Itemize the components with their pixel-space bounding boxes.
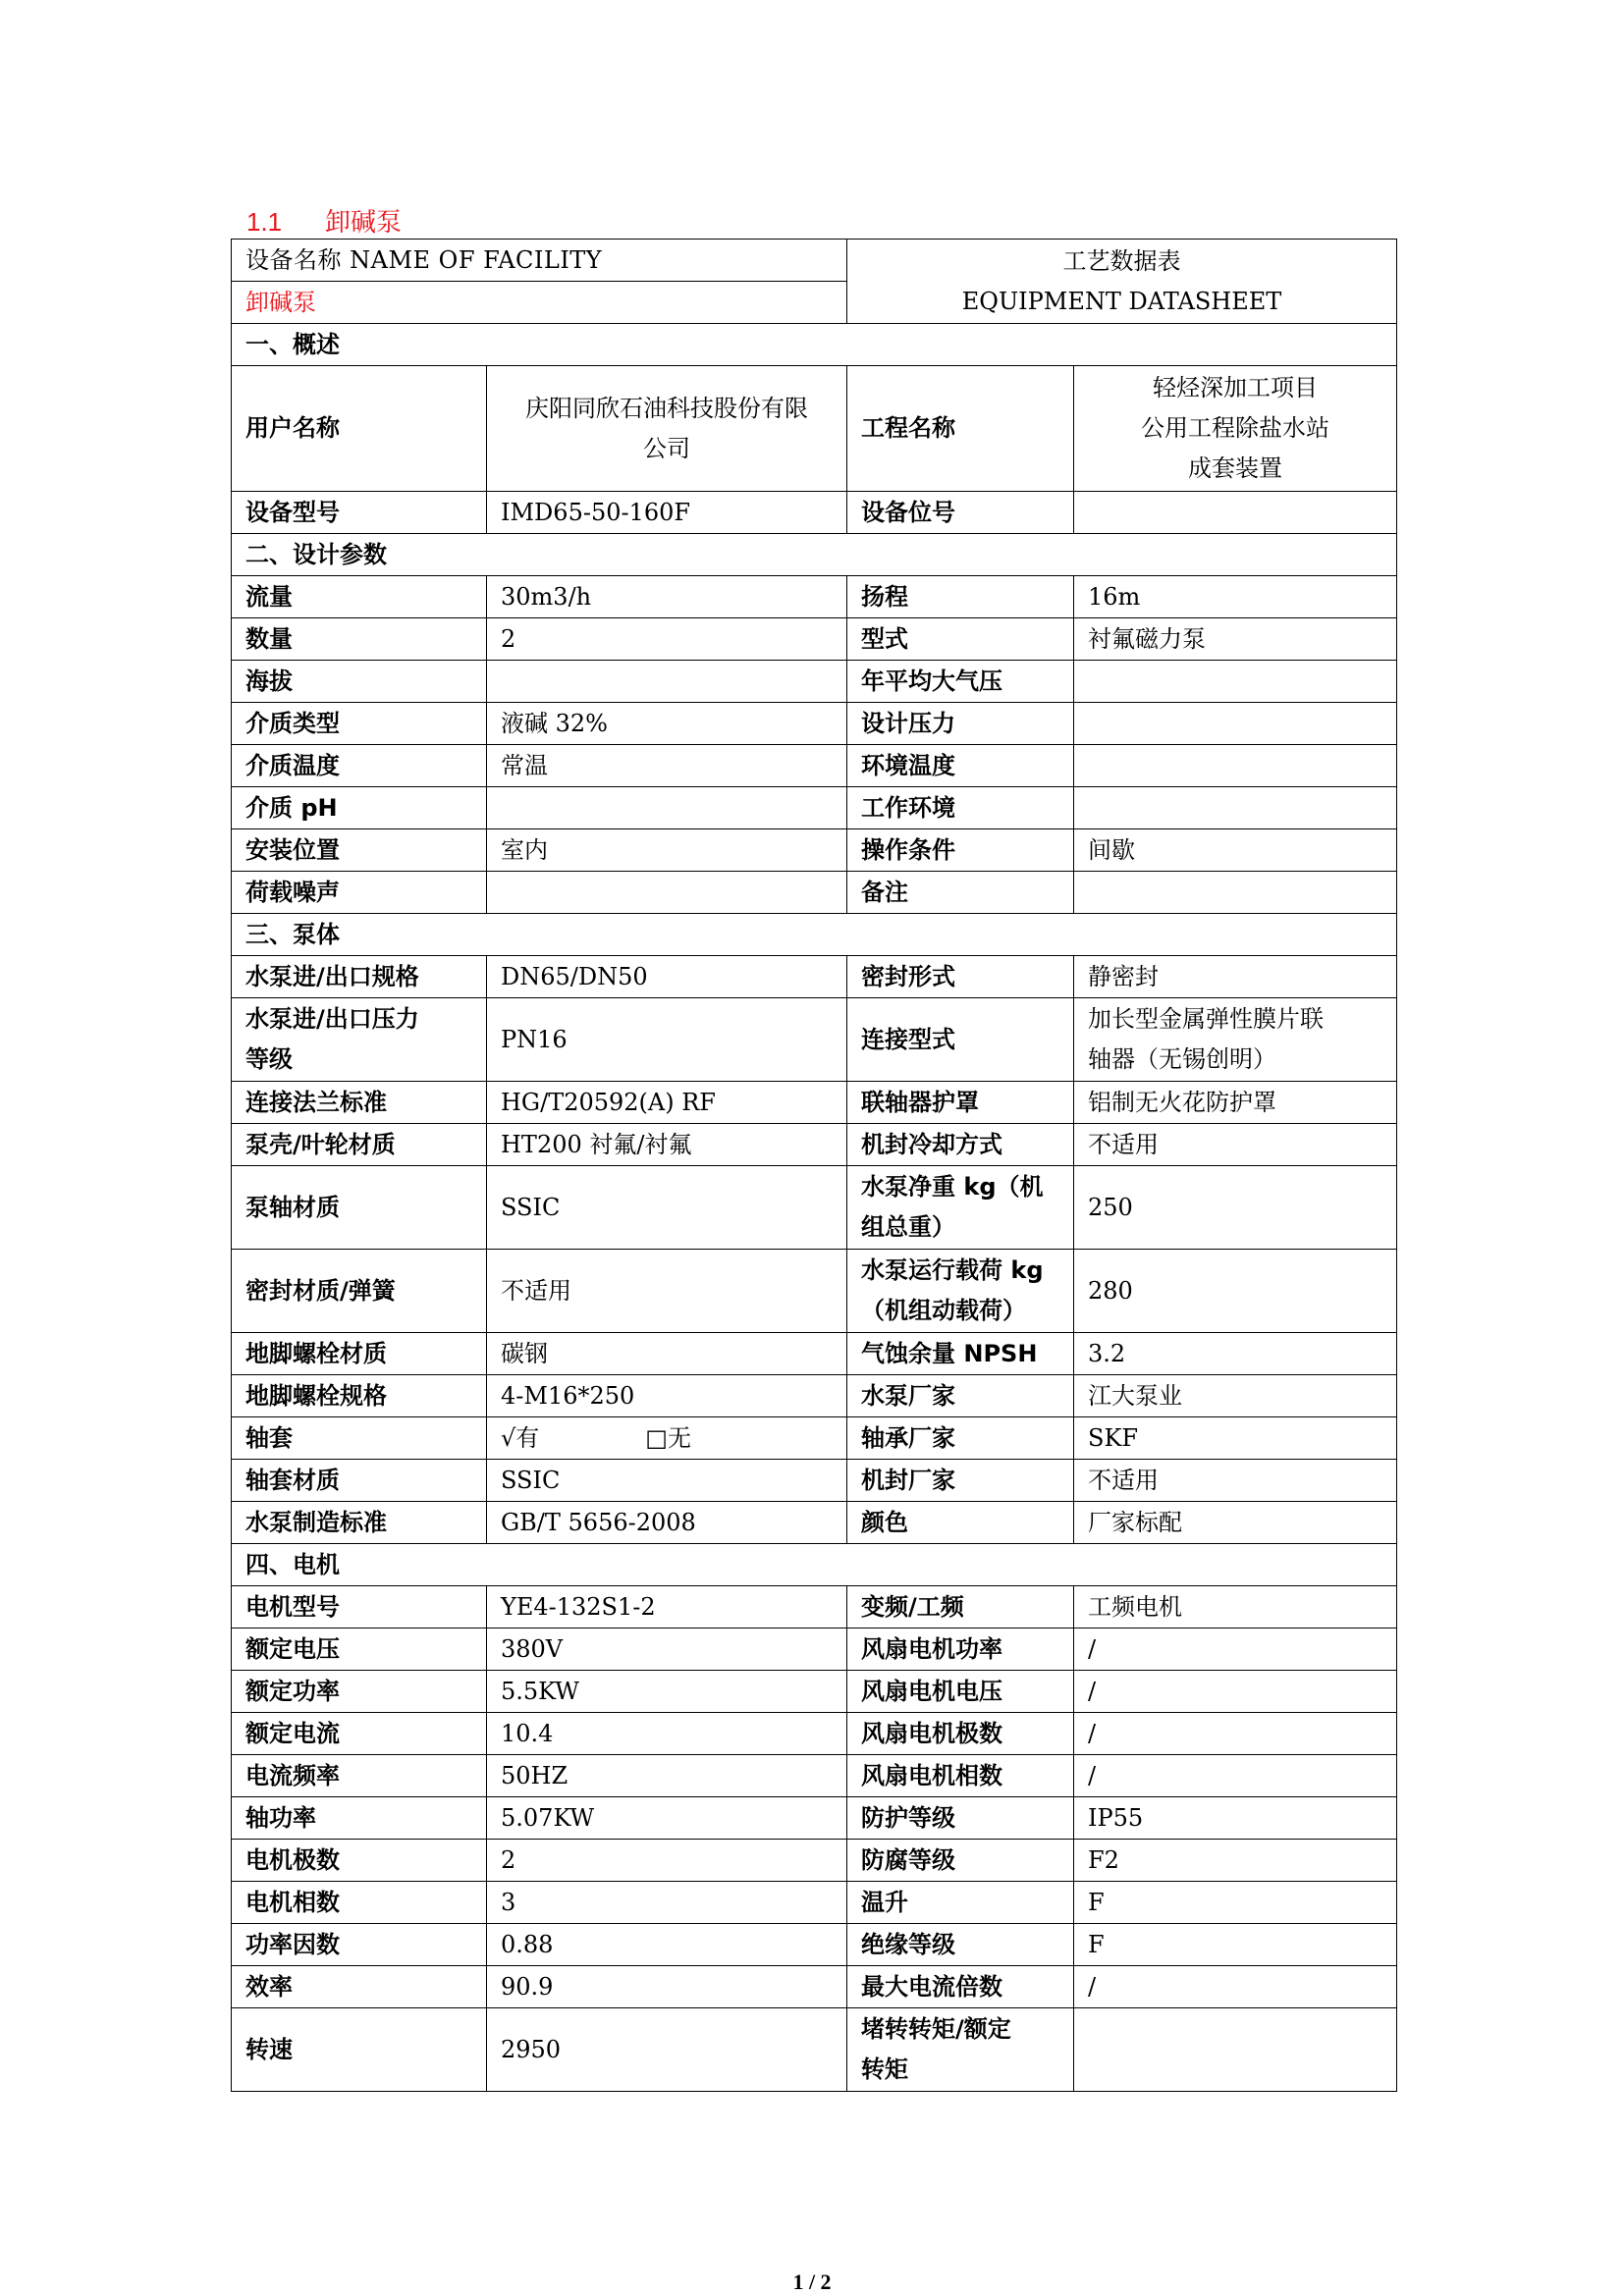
table-row: [232, 1502, 1397, 1544]
motor-label: 变频/工频: [847, 1586, 1074, 1629]
table-row: [232, 1082, 1397, 1124]
motor-value: F: [1074, 1924, 1397, 1966]
motor-label: [847, 2008, 1074, 2092]
pump-value: 3.2: [1074, 1333, 1397, 1375]
motor-value: 50HZ: [487, 1755, 847, 1797]
tag-value: [1074, 492, 1397, 534]
pump-label: 密封形式: [847, 956, 1074, 998]
motor-value: 90.9: [487, 1966, 847, 2008]
section-row-motor: [232, 1544, 1397, 1586]
table-row: [232, 872, 1397, 914]
pump-label: 轴套材质: [232, 1460, 487, 1502]
table-row: [232, 2008, 1397, 2092]
motor-label: 电机型号: [232, 1586, 487, 1629]
design-value: 液碱 32%: [487, 703, 847, 745]
table-row: [232, 1671, 1397, 1713]
design-label: 扬程: [847, 576, 1074, 618]
datasheet-title-en: EQUIPMENT DATASHEET: [961, 287, 1282, 315]
pump-value: 不适用: [1074, 1124, 1397, 1166]
motor-value: 5.5KW: [487, 1671, 847, 1713]
user-value: [487, 366, 847, 492]
motor-value: 5.07KW: [487, 1797, 847, 1840]
table-row: [232, 1460, 1397, 1502]
design-label: 介质 pH: [232, 787, 487, 829]
motor-label: 功率因数: [232, 1924, 487, 1966]
motor-label: 轴功率: [232, 1797, 487, 1840]
pump-label-line: 水泵进/出口压力: [245, 1005, 419, 1033]
table-row: [232, 1417, 1397, 1460]
project-value-line-3: 成套装置: [1188, 454, 1282, 482]
table-row: [232, 1840, 1397, 1882]
pump-label: 密封材质/弹簧: [232, 1250, 487, 1333]
motor-label: 转速: [232, 2008, 487, 2092]
motor-label: 电流频率: [232, 1755, 487, 1797]
table-row: [232, 1966, 1397, 2008]
section-title: 卸碱泵: [325, 207, 403, 237]
project-label: 工程名称: [847, 366, 1074, 492]
project-value-line-2: 公用工程除盐水站: [1141, 414, 1329, 442]
pump-value: 江大泵业: [1074, 1375, 1397, 1417]
motor-value: 工频电机: [1074, 1586, 1397, 1629]
design-value: 2: [487, 618, 847, 661]
pump-value: HT200 衬氟/衬氟: [487, 1124, 847, 1166]
design-value: [1074, 787, 1397, 829]
design-value: 间歇: [1074, 829, 1397, 872]
motor-label-line: 堵转转矩/额定: [861, 2015, 1011, 2043]
section-row-overview: [232, 324, 1397, 366]
table-row: [232, 1629, 1397, 1671]
model-value: IMD65-50-160F: [487, 492, 847, 534]
sleeve-option-no: □无: [645, 1423, 691, 1452]
design-label: 操作条件: [847, 829, 1074, 872]
pump-label: [232, 998, 487, 1082]
table-row: [232, 618, 1397, 661]
motor-label: 额定电流: [232, 1713, 487, 1755]
tag-label: 设备位号: [847, 492, 1074, 534]
design-value: [1074, 745, 1397, 787]
design-value: [487, 872, 847, 914]
pump-label: 颜色: [847, 1502, 1074, 1544]
pump-label: 轴承厂家: [847, 1417, 1074, 1460]
motor-value: F2: [1074, 1840, 1397, 1882]
pump-value: 铝制无火花防护罩: [1074, 1082, 1397, 1124]
pump-label-line: 水泵净重 kg（机: [861, 1173, 1044, 1201]
motor-value: /: [1074, 1755, 1397, 1797]
motor-label: 风扇电机功率: [847, 1629, 1074, 1671]
design-value: 16m: [1074, 576, 1397, 618]
table-row: [232, 1124, 1397, 1166]
pump-label-line: 水泵运行载荷 kg: [861, 1256, 1044, 1284]
design-label: 工作环境: [847, 787, 1074, 829]
pump-label: 地脚螺栓规格: [232, 1375, 487, 1417]
section-number: 1.1: [246, 207, 283, 237]
pump-label: 连接法兰标准: [232, 1082, 487, 1124]
pump-label: 泵壳/叶轮材质: [232, 1124, 487, 1166]
motor-value: YE4-132S1-2: [487, 1586, 847, 1629]
motor-value: /: [1074, 1629, 1397, 1671]
section-pump: 三、泵体: [232, 914, 1397, 956]
design-label: 备注: [847, 872, 1074, 914]
motor-value: /: [1074, 1966, 1397, 2008]
pump-label-line: （机组动载荷）: [861, 1297, 1026, 1324]
design-label: 荷载噪声: [232, 872, 487, 914]
design-value: 常温: [487, 745, 847, 787]
overview-row-user: [232, 366, 1397, 492]
table-row: [232, 661, 1397, 703]
header-row-1: [232, 240, 1397, 282]
pump-label: 水泵厂家: [847, 1375, 1074, 1417]
table-row: [232, 1333, 1397, 1375]
pump-value: 碳钢: [487, 1333, 847, 1375]
pump-value: SKF: [1074, 1417, 1397, 1460]
section-row-pump: [232, 914, 1397, 956]
table-row: [232, 1713, 1397, 1755]
motor-label: 电机极数: [232, 1840, 487, 1882]
pump-value: DN65/DN50: [487, 956, 847, 998]
user-value-line-2: 公司: [643, 434, 690, 462]
motor-label: 绝缘等级: [847, 1924, 1074, 1966]
motor-value: 0.88: [487, 1924, 847, 1966]
design-value: 衬氟磁力泵: [1074, 618, 1397, 661]
table-row: [232, 576, 1397, 618]
design-value: [487, 661, 847, 703]
design-value: 室内: [487, 829, 847, 872]
pump-label: [847, 1166, 1074, 1250]
table-row: [232, 787, 1397, 829]
motor-label: 额定电压: [232, 1629, 487, 1671]
pump-label: 泵轴材质: [232, 1166, 487, 1250]
motor-label: 防护等级: [847, 1797, 1074, 1840]
user-value-line-1: 庆阳同欣石油科技股份有限: [525, 394, 808, 422]
motor-value: [1074, 2008, 1397, 2092]
design-value: [1074, 872, 1397, 914]
design-label: 型式: [847, 618, 1074, 661]
pump-value-line: 轴器（无锡创明）: [1088, 1045, 1276, 1073]
pump-value: [1074, 998, 1397, 1082]
motor-label: 电机相数: [232, 1882, 487, 1924]
datasheet-title-cn: 工艺数据表: [1062, 246, 1181, 275]
design-label: 环境温度: [847, 745, 1074, 787]
pump-value: PN16: [487, 998, 847, 1082]
design-label: 流量: [232, 576, 487, 618]
design-value: [487, 787, 847, 829]
facility-name: 卸碱泵: [232, 282, 847, 324]
sleeve-option-yes: √有: [501, 1423, 540, 1452]
pump-label: 连接型式: [847, 998, 1074, 1082]
motor-value: 380V: [487, 1629, 847, 1671]
table-row: [232, 956, 1397, 998]
design-label: 介质温度: [232, 745, 487, 787]
motor-label: 额定功率: [232, 1671, 487, 1713]
section-heading: [246, 202, 402, 239]
motor-label-line: 转矩: [861, 2056, 908, 2083]
design-value: [1074, 703, 1397, 745]
model-label: 设备型号: [232, 492, 487, 534]
section-motor: 四、电机: [232, 1544, 1397, 1586]
table-row: [232, 829, 1397, 872]
sleeve-options: [487, 1417, 847, 1460]
table-row: [232, 1586, 1397, 1629]
facility-label: 设备名称 NAME OF FACILITY: [232, 240, 847, 282]
table-row: [232, 1924, 1397, 1966]
motor-value: 2: [487, 1840, 847, 1882]
table-row: [232, 1882, 1397, 1924]
motor-value: 2950: [487, 2008, 847, 2092]
motor-value: F: [1074, 1882, 1397, 1924]
pump-value: 不适用: [487, 1250, 847, 1333]
design-value: 30m3/h: [487, 576, 847, 618]
pump-label: 轴套: [232, 1417, 487, 1460]
design-label: 介质类型: [232, 703, 487, 745]
pump-label: 联轴器护罩: [847, 1082, 1074, 1124]
table-row: [232, 745, 1397, 787]
design-label: 数量: [232, 618, 487, 661]
pump-label: 水泵进/出口规格: [232, 956, 487, 998]
pump-label: [847, 1250, 1074, 1333]
pump-label-line: 等级: [245, 1045, 293, 1073]
design-value: [1074, 661, 1397, 703]
pump-label: 地脚螺栓材质: [232, 1333, 487, 1375]
pump-label: 机封冷却方式: [847, 1124, 1074, 1166]
pump-value: 4-M16*250: [487, 1375, 847, 1417]
motor-value: /: [1074, 1713, 1397, 1755]
project-value: [1074, 366, 1397, 492]
overview-row-model: [232, 492, 1397, 534]
motor-label: 防腐等级: [847, 1840, 1074, 1882]
pump-value: 不适用: [1074, 1460, 1397, 1502]
pump-value: 厂家标配: [1074, 1502, 1397, 1544]
table-row: [232, 1797, 1397, 1840]
table-row: [232, 1166, 1397, 1250]
motor-label: 温升: [847, 1882, 1074, 1924]
table-row: [232, 703, 1397, 745]
table-row: [232, 1375, 1397, 1417]
motor-value: 3: [487, 1882, 847, 1924]
equipment-datasheet-table: [231, 239, 1397, 2092]
table-row: [232, 1250, 1397, 1333]
motor-label: 风扇电机电压: [847, 1671, 1074, 1713]
design-label: 年平均大气压: [847, 661, 1074, 703]
pump-value: 静密封: [1074, 956, 1397, 998]
table-row: [232, 998, 1397, 1082]
motor-value: 10.4: [487, 1713, 847, 1755]
motor-value: IP55: [1074, 1797, 1397, 1840]
motor-value: /: [1074, 1671, 1397, 1713]
design-label: 设计压力: [847, 703, 1074, 745]
pump-value: HG/T20592(A) RF: [487, 1082, 847, 1124]
datasheet-title-cell: [847, 240, 1397, 324]
project-value-line-1: 轻烃深加工项目: [1153, 374, 1318, 401]
motor-label: 效率: [232, 1966, 487, 2008]
pump-label: 气蚀余量 NPSH: [847, 1333, 1074, 1375]
design-label: 海拔: [232, 661, 487, 703]
pump-value: 280: [1074, 1250, 1397, 1333]
table-row: [232, 1755, 1397, 1797]
pump-value: SSIC: [487, 1460, 847, 1502]
page-number: 1 / 2: [792, 2269, 832, 2294]
pump-value-line: 加长型金属弹性膜片联: [1088, 1005, 1324, 1033]
design-label: 安装位置: [232, 829, 487, 872]
section-row-design: [232, 534, 1397, 576]
pump-label-line: 组总重）: [861, 1213, 955, 1241]
pump-label: 机封厂家: [847, 1460, 1074, 1502]
pump-value: 250: [1074, 1166, 1397, 1250]
pump-label: 水泵制造标准: [232, 1502, 487, 1544]
section-design: 二、设计参数: [232, 534, 1397, 576]
pump-value: SSIC: [487, 1166, 847, 1250]
user-label: 用户名称: [232, 366, 487, 492]
motor-label: 风扇电机极数: [847, 1713, 1074, 1755]
pump-value: GB/T 5656-2008: [487, 1502, 847, 1544]
motor-label: 最大电流倍数: [847, 1966, 1074, 2008]
section-overview: 一、概述: [232, 324, 1397, 366]
motor-label: 风扇电机相数: [847, 1755, 1074, 1797]
